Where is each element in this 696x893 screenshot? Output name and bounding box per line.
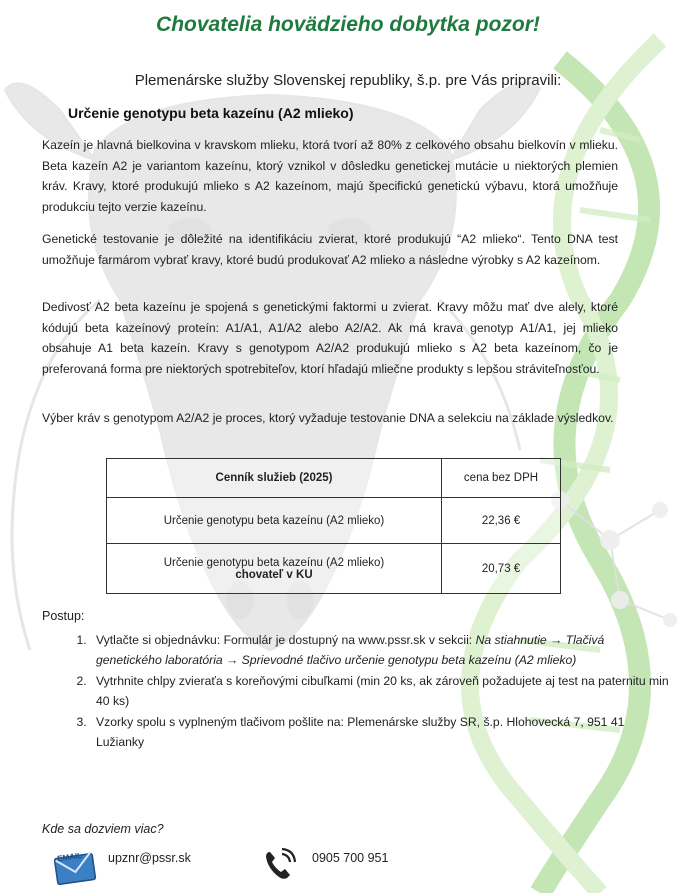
procedure-step: 3. Vzorky spolu s vyplneným tlačivom pošlite na: Plemenárske služby SR, š.p. Hlohovecká 7, 951 41 Lužianky	[90, 712, 670, 752]
paragraph-genetic-testing: Genetické testovanie je dôležité na identifikáciu zvierat, ktoré produkujú “A2 mlieko“. Tento DNA test umožňuje farmárom vybrať kravy, ktoré budú produkovať A2 mlieko a následne výrobky s A2 kazeínom.	[42, 232, 618, 267]
row-service-label: Určenie genotypu beta kazeínu (A2 mlieko)	[163, 514, 385, 527]
procedure-step	[90, 630, 670, 670]
procedure-label: Postup:	[42, 609, 85, 623]
contact-email[interactable]: upznr@pssr.sk	[108, 851, 191, 865]
paragraph-casein-intro: Kazeín je hlavná bielkovina v kravskom mlieku, ktorá tvorí až 80% z celkového obsahu bielkovín v mlieku. Beta kazeín A2 je variantom kazeínu, ktorý vznikol v dôsledku genetickej mutácie u niektorých plemien kráv. Kravy, ktoré produkujú mlieko s A2 kazeínom, majú špecifickú genetickú výbavu, ktorá umožňuje produkciu tejto verzie kazeínu.	[42, 138, 618, 214]
contact-phone[interactable]: 0905 700 951	[312, 851, 389, 865]
step-text: Vytlačte si objednávku: Formulár je dostupný na www.pssr.sk v sekcii:	[96, 633, 476, 647]
row-service	[107, 498, 442, 544]
price-table	[106, 458, 561, 594]
contact-question: Kde sa dozviem viac?	[42, 822, 164, 836]
procedure-steps	[42, 630, 670, 753]
telephone-icon	[262, 848, 296, 882]
row-service	[107, 544, 442, 594]
paragraph-selection: Výber kráv s genotypom A2/A2 je proces, ktorý vyžaduje testovanie DNA a selekciu na základe výsledkov.	[42, 411, 614, 425]
row-price: 20,73 €	[442, 544, 561, 594]
paragraph-heredity: Dedivosť A2 beta kazeínu je spojená s genetickými faktormi u zvierat. Kravy môžu mať dve alely, ktoré kódujú beta kazeínový proteín: A1/A1, A1/A2 alebo A2/A2. Ak má krava genotyp A1/A1, jej mlieko obsahuje A1 beta kazeín. Kravy s genotypom A2/A2 produkujú mlieko s A2 beta kazeínom, čo je preferovaná forma pre niektorých spotrebiteľov, ktorí hľadajú mliečne produkty s lepšou stráviteľnosťou.	[42, 300, 618, 376]
email-envelope-icon	[52, 848, 100, 888]
header-price: cena bez DPH	[442, 459, 561, 498]
table-row	[107, 544, 561, 594]
subtitle: Plemenárske služby Slovenskej republiky, š.p. pre Vás pripravili:	[134, 72, 562, 89]
row-service-note: chovateľ v KU	[235, 568, 313, 581]
form-download-path: Na stiahnutie → Tlačivá genetického laboratória → Sprievodné tlačivo určenie genotypu beta kazeínu (A2 mlieko)	[96, 633, 605, 667]
table-row	[107, 498, 561, 544]
header-service: Cenník služieb (2025)	[107, 459, 442, 498]
procedure-step: 2. Vytrhnite chlpy zvieraťa s koreňovými cibuľkami (min 20 ks, ak zároveň požadujete aj test na paternitu min 40 ks)	[90, 671, 670, 711]
price-table-header	[107, 459, 561, 498]
row-service-label: Určenie genotypu beta kazeínu (A2 mlieko)	[163, 556, 385, 569]
section-title: Určenie genotypu beta kazeínu (A2 mlieko)	[68, 105, 354, 121]
email-icon-label: EMAIL	[56, 850, 83, 864]
row-price: 22,36 €	[442, 498, 561, 544]
headline: Chovatelia hovädzieho dobytka pozor!	[156, 13, 540, 36]
